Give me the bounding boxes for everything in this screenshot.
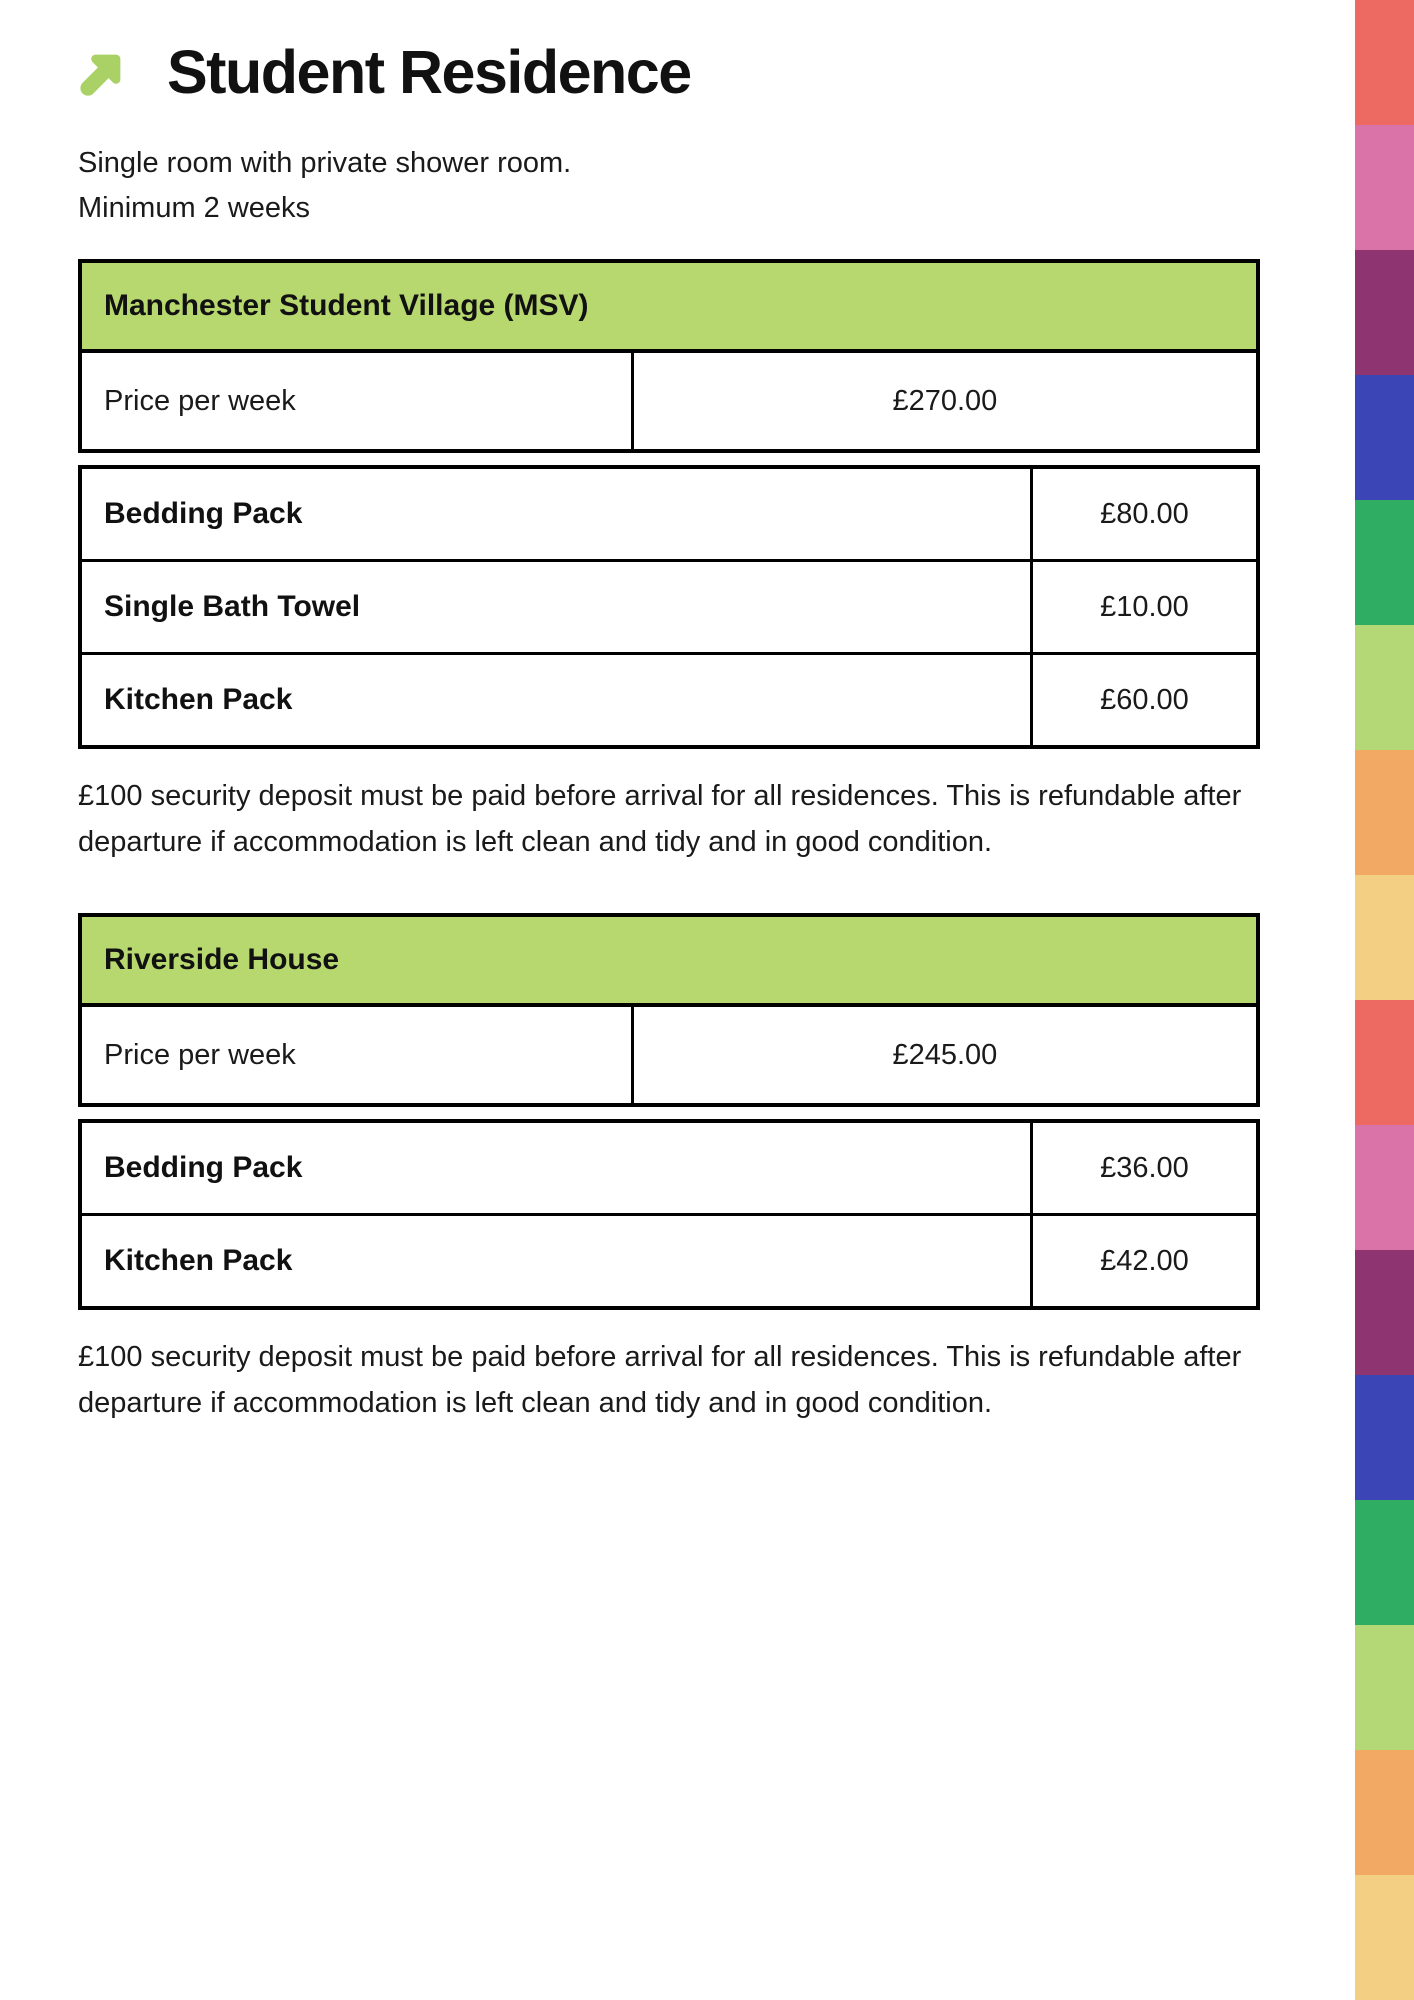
msv-deposit-note: £100 security deposit must be paid before arrival for all residences. This is refundable after departure if accommodation is left clean and tidy and in good condition.	[78, 780, 1242, 858]
stripe-block	[1355, 375, 1414, 500]
stripe-block	[1355, 1000, 1414, 1125]
riverside-deposit-note: £100 security deposit must be paid before arrival for all residences. This is refundable after departure if accommodation is left clean and tidy and in good condition.	[78, 1341, 1242, 1419]
stripe-block	[1355, 1625, 1414, 1750]
msv-table-header	[82, 263, 1256, 353]
stripe-block	[1355, 125, 1414, 250]
msv-price-per-week-value: £270.00	[892, 384, 998, 417]
riverside-price-per-week-value: £245.00	[892, 1038, 998, 1071]
msv-item-bedding-pack-price: £80.00	[1100, 497, 1189, 530]
riverside-item-bedding-pack-label: Bedding Pack	[82, 1123, 1033, 1213]
msv-extras-table	[78, 465, 1260, 749]
riverside-extras-table	[78, 1119, 1260, 1310]
stripe-block	[1355, 1750, 1414, 1875]
riverside-item-kitchen-pack-label: Kitchen Pack	[82, 1216, 1033, 1306]
stripe-block	[1355, 1500, 1414, 1625]
arrow-up-right-icon	[75, 44, 129, 102]
msv-item-bedding-pack-label: Bedding Pack	[82, 469, 1033, 559]
section-riverside	[78, 913, 1260, 1426]
msv-price-row	[82, 353, 1256, 449]
riverside-residence-name: Riverside House	[104, 943, 340, 976]
stripe-block	[1355, 1250, 1414, 1375]
table-row	[82, 1123, 1256, 1216]
table-row	[82, 469, 1256, 562]
stripe-block	[1355, 1875, 1414, 2000]
riverside-price-per-week-label: Price per week	[82, 1007, 634, 1103]
riverside-table-header	[82, 917, 1256, 1007]
stripe-block	[1355, 1125, 1414, 1250]
riverside-item-bedding-pack-price: £36.00	[1100, 1151, 1189, 1184]
riverside-price-table	[78, 913, 1260, 1107]
msv-item-bath-towel-label: Single Bath Towel	[82, 562, 1033, 652]
stripe-block	[1355, 0, 1414, 125]
riverside-price-row	[82, 1007, 1256, 1103]
color-stripe	[1355, 0, 1414, 2000]
riverside-item-kitchen-pack-price: £42.00	[1100, 1244, 1189, 1277]
stripe-block	[1355, 500, 1414, 625]
subtitle-line-1: Single room with private shower room.	[78, 147, 572, 179]
msv-price-per-week-label: Price per week	[82, 353, 634, 449]
stripe-block	[1355, 1375, 1414, 1500]
table-row	[82, 1216, 1256, 1306]
page-subtitle	[78, 141, 1260, 231]
msv-item-kitchen-pack-price: £60.00	[1100, 683, 1189, 716]
stripe-block	[1355, 250, 1414, 375]
subtitle-line-2: Minimum 2 weeks	[78, 192, 311, 224]
page-title: Student Residence	[167, 38, 691, 106]
table-row	[82, 655, 1256, 745]
msv-residence-name: Manchester Student Village (MSV)	[104, 289, 589, 322]
stripe-block	[1355, 875, 1414, 1000]
section-msv	[78, 259, 1260, 865]
stripe-block	[1355, 625, 1414, 750]
table-row	[82, 562, 1256, 655]
stripe-block	[1355, 750, 1414, 875]
page-content	[78, 0, 1260, 1426]
msv-item-kitchen-pack-label: Kitchen Pack	[82, 655, 1033, 745]
msv-item-bath-towel-price: £10.00	[1100, 590, 1189, 623]
page-header	[78, 38, 1260, 106]
msv-price-table	[78, 259, 1260, 453]
